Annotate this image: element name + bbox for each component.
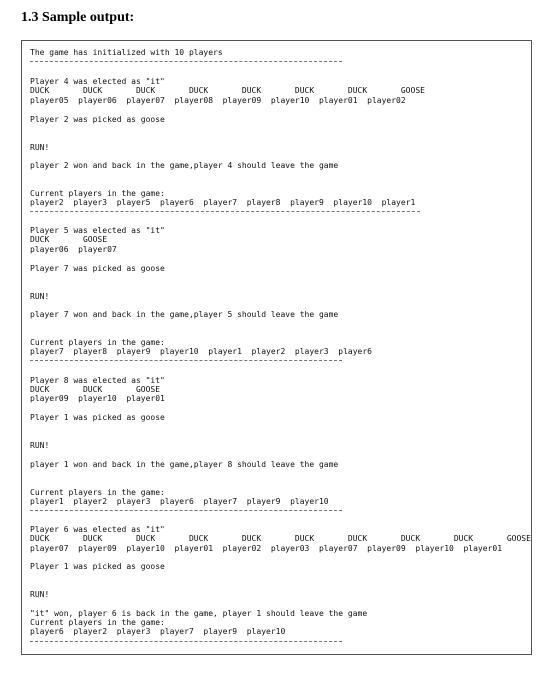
output-line: "it" won, player 6 is back in the game, player 1 should leave the game <box>30 609 368 618</box>
separator <box>30 360 342 361</box>
output-line: Current players in the game: <box>30 488 165 497</box>
output-line: player07 player09 player10 player01 player02 player03 player07 player09 player10 player01 <box>30 544 503 553</box>
output-line: RUN! <box>30 441 50 450</box>
output-line: RUN! <box>30 590 50 599</box>
output-line: player6 player2 player3 player7 player9 player10 <box>30 627 286 636</box>
output-line: DUCK DUCK GOOSE <box>30 385 161 394</box>
output-line: player05 player06 player07 player08 player09 player10 player01 player02 <box>30 96 406 105</box>
separator <box>30 510 342 511</box>
output-line: player7 player8 player9 player10 player1 player2 player3 player6 <box>30 347 372 356</box>
separator <box>30 641 342 642</box>
output-line: DUCK DUCK DUCK DUCK DUCK DUCK DUCK GOOSE <box>30 86 425 95</box>
output-line: Player 4 was elected as "it" <box>30 77 165 86</box>
output-line: Player 7 was picked as goose <box>30 264 165 273</box>
output-line: Player 1 was picked as goose <box>30 413 165 422</box>
output-line: player 2 won and back in the game,player 4 should leave the game <box>30 161 339 170</box>
output-line: Player 6 was elected as "it" <box>30 525 165 534</box>
section-title: 1.3 Sample output: <box>21 10 135 25</box>
output-line: player 1 won and back in the game,player 8 should leave the game <box>30 460 339 469</box>
output-line: The game has initialized with 10 players <box>30 48 223 57</box>
separator <box>30 211 420 212</box>
output-line: player09 player10 player01 <box>30 394 165 403</box>
output-line: player2 player3 player5 player6 player7 player8 player9 player10 player1 <box>30 198 416 207</box>
output-line: RUN! <box>30 292 50 301</box>
output-line: Current players in the game: <box>30 338 165 347</box>
output-line: Player 8 was elected as "it" <box>30 376 165 385</box>
output-line: DUCK GOOSE <box>30 235 108 244</box>
output-line: Player 2 was picked as goose <box>30 115 165 124</box>
output-line: player 7 won and back in the game,player 5 should leave the game <box>30 310 339 319</box>
output-line: Current players in the game: <box>30 618 165 627</box>
separator <box>30 61 342 62</box>
output-line: RUN! <box>30 143 50 152</box>
output-line: Player 5 was elected as "it" <box>30 226 165 235</box>
output-line: player1 player2 player3 player6 player7 player9 player10 <box>30 497 329 506</box>
output-line: Player 1 was picked as goose <box>30 562 165 571</box>
output-line: Current players in the game: <box>30 189 165 198</box>
output-line: player06 player07 <box>30 245 117 254</box>
output-line: DUCK DUCK DUCK DUCK DUCK DUCK DUCK DUCK DUCK GOOSE <box>30 534 531 543</box>
